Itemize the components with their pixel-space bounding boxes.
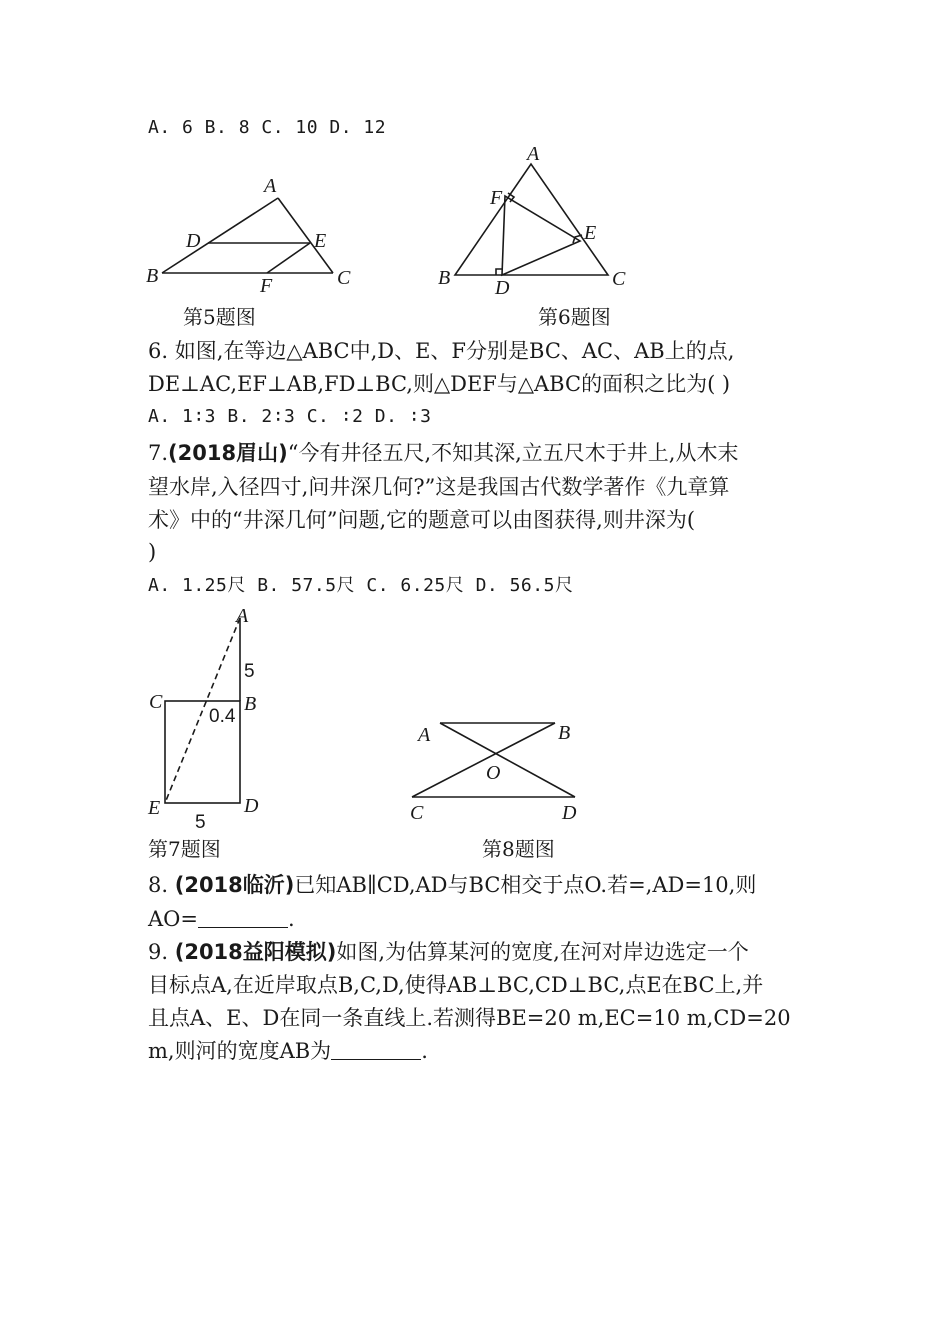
- fig6-triangle-def: [502, 196, 580, 275]
- figure-8: [400, 715, 600, 830]
- fig6-label-d: D: [495, 277, 510, 299]
- fig6-label-a: A: [527, 143, 540, 165]
- q7-options: A. 1.25尺 B. 57.5尺 C. 6.25尺 D. 56.5尺: [148, 575, 574, 596]
- q7-source: (2018眉山): [168, 441, 288, 465]
- fig6-right-angle-d: [496, 269, 502, 275]
- q8-line1: [148, 870, 756, 900]
- fig8-caption: 第8题图: [482, 837, 555, 861]
- q7-line4: ): [148, 540, 157, 564]
- fig5-line-ab: [162, 198, 278, 273]
- q8-text2: AO=: [148, 907, 198, 931]
- fig7-label-b: B: [244, 693, 257, 715]
- q6-line1: 6. 如图,在等边△ABC中,D、E、F分别是BC、AC、AB上的点,: [148, 339, 735, 363]
- fig7-label-c: C: [149, 691, 163, 713]
- fig8-label-a: A: [418, 724, 431, 746]
- fig6-caption: 第6题图: [538, 305, 611, 329]
- figure-7: [140, 600, 290, 835]
- fig5-label-f: F: [260, 275, 273, 297]
- fig5-label-c: C: [337, 267, 351, 289]
- q7-line2: 望水岸,入径四寸,问井深几何?”这是我国古代数学著作《九章算: [148, 475, 730, 499]
- q9-source: (2018益阳模拟): [174, 940, 337, 964]
- q6-line2: DE⊥AC,EF⊥AB,FD⊥BC,则△DEF与△ABC的面积之比为( ): [148, 372, 731, 396]
- q8-text1: 已知AB∥CD,AD与BC相交于点O.若=,AD=10,则: [294, 873, 757, 897]
- q8-text2-end: .: [287, 907, 295, 931]
- fig8-line-ad: [440, 723, 575, 797]
- fig5-label-a: A: [264, 175, 277, 197]
- q7-line1: [148, 438, 738, 468]
- q9-text4-end: .: [421, 1039, 428, 1063]
- q9-text4: m,则河的宽度AB为: [148, 1039, 332, 1063]
- fig7-label-0-4: 0.4: [209, 706, 236, 727]
- q8-number: 8.: [148, 873, 169, 897]
- q6-options: A. 1∶3 B. 2∶3 C. ∶2 D. ∶3: [148, 406, 432, 427]
- fig5-label-e: E: [314, 230, 327, 252]
- fig8-label-b: B: [558, 722, 571, 744]
- fig6-label-f: F: [490, 187, 503, 209]
- fig6-label-e: E: [584, 222, 597, 244]
- figure-6: [430, 142, 640, 302]
- q7-text1: “今有井径五尺,不知其深,立五尺木于井上,从木末: [287, 441, 739, 465]
- fig5-label-d: D: [186, 230, 201, 252]
- q8-answer-blank[interactable]: [198, 907, 288, 928]
- fig8-label-d: D: [562, 802, 577, 824]
- fig8-label-c: C: [410, 802, 424, 824]
- q9-answer-blank[interactable]: [331, 1039, 421, 1060]
- q7-line3: 术》中的“井深几何”问题,它的题意可以由图获得,则井深为(: [148, 508, 696, 532]
- fig7-label-d: D: [244, 795, 259, 817]
- fig7-label-a: A: [236, 605, 249, 627]
- q8-source: (2018临沂): [174, 873, 295, 897]
- fig7-label-5-ed: 5: [195, 812, 206, 833]
- fig7-label-e: E: [148, 797, 161, 819]
- fig5-label-b: B: [146, 265, 159, 287]
- fig6-triangle-abc: [455, 164, 608, 275]
- q9-number: 9.: [148, 940, 169, 964]
- fig8-line-bc: [412, 723, 555, 797]
- fig5-caption: 第5题图: [183, 305, 256, 329]
- q8-line2: [148, 904, 295, 934]
- q9-line2: 目标点A,在近岸取点B,C,D,使得AB⊥BC,CD⊥BC,点E在BC上,并: [148, 973, 764, 997]
- figure-5: [140, 170, 370, 300]
- q9-line4: [148, 1036, 428, 1066]
- fig8-label-o: O: [486, 762, 501, 784]
- q9-line3: 且点A、E、D在同一条直线上.若测得BE=20 m,EC=10 m,CD=20: [148, 1006, 791, 1030]
- fig6-label-c: C: [612, 268, 626, 290]
- fig5-line-ef: [267, 243, 310, 273]
- fig7-label-5-ab: 5: [244, 661, 255, 682]
- q7-number: 7.: [148, 441, 169, 465]
- fig6-label-b: B: [438, 267, 451, 289]
- q5-options: A. 6 B. 8 C. 10 D. 12: [148, 117, 387, 138]
- q9-text1: 如图,为估算某河的宽度,在河对岸边选定一个: [336, 940, 749, 964]
- q9-line1: [148, 937, 749, 967]
- fig7-caption: 第7题图: [148, 837, 221, 861]
